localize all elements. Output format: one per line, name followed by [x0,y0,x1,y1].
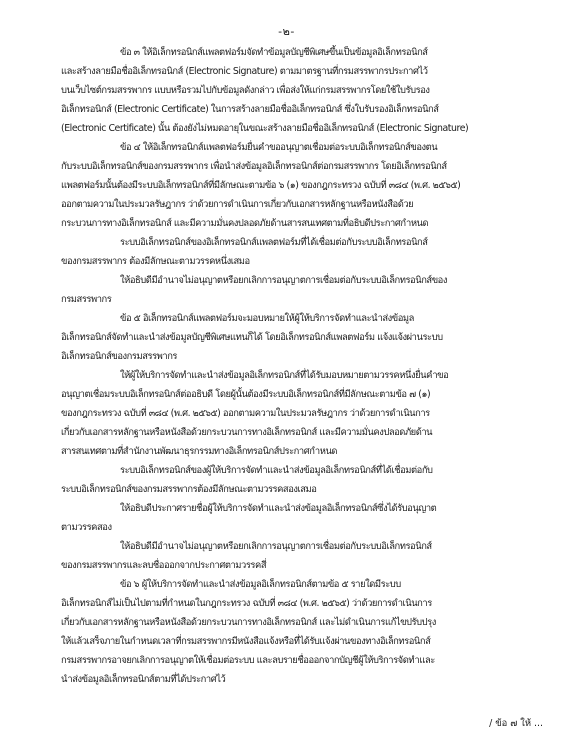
paragraph-line: ระบบอิเล็กทรอนิกส์ของอิเล็กทรอนิกส์แพลตฟอร์มที่ได้เชื่อมต่อกับระบบอิเล็กทรอนิกส์ [120,237,428,248]
paragraph-line: ของกรมสรรพากร ต้องมีลักษณะตามวรรคหนึ่งเสมอ [61,256,250,267]
paragraph-line: อนุญาตเชื่อมระบบอิเล็กทรอนิกส์ต่ออธิบดี โดยผู้นั้นต้องมีระบบอิเล็กทรอนิกส์ที่มีลักษณะตามข้อ ๗ (๑) [61,389,431,400]
paragraph-line: และสร้างลายมือชื่ออิเล็กทรอนิกส์ (Electronic Signature) ตามมาตรฐานที่กรมสรรพากรประกาศไว้ [61,66,428,77]
paragraph-line: ให้แล้วเสร็จภายในกำหนดเวลาที่กรมสรรพากรมีหนังสือแจ้งหรือที่ได้รับแจ้งผ่านของทางอิเล็กทรอนิกส์ [61,636,431,647]
paragraph-line: ตามวรรคสอง [61,522,112,533]
paragraph-line: อิเล็กทรอนิกส์จัดทำและนำส่งข้อมูลบัญชีพิเศษแทนก็ได้ โดยอิเล็กทรอนิกส์แพลตฟอร์ม แจ้งแจ้งผ่านระบบ [61,332,443,343]
paragraph-line: เกี่ยวกับเอกสารหลักฐานหรือหนังสือด้วยกระบวนการทางอิเล็กทรอนิกส์ และไม่ดำเนินการแก้ไขปรับปรุง [61,617,436,628]
paragraph-line: กรมสรรพากร [61,294,112,305]
paragraph-line: ข้อ ๕ อิเล็กทรอนิกส์แพลตฟอร์มจะมอบหมายให้ผู้ให้บริการจัดทำและนำส่งข้อมูล [120,313,414,324]
paragraph-line: ให้ผู้ให้บริการจัดทำและนำส่งข้อมูลอิเล็กทรอนิกส์ที่ได้รับมอบหมายตามวรรคหนึ่งยื่นคำขอ [120,370,449,381]
continuation-marker: / ข้อ ๗ ให้ ... [489,718,543,729]
paragraph-line: ของกฎกระทรวง ฉบับที่ ๓๘๔ (พ.ศ. ๒๕๖๕) ออกตามความในประมวลรัษฎากร ว่าด้วยการดำเนินการ [61,408,430,419]
paragraph-line: เกี่ยวกับเอกสารหลักฐานหรือหนังสือด้วยกระบวนการทางอิเล็กทรอนิกส์ และมีความมั่นคงปลอดภัยด้าน [61,427,433,438]
paragraph-line: อิเล็กทรอนิกส์ (Electronic Certificate) ในการสร้างลายมือชื่ออิเล็กทรอนิกส์ ซึ่งใบรับรองอิเล็กทรอนิกส์ [61,104,439,115]
paragraph-line: อิเล็กทรอนิกส์ของกรมสรรพากร [61,351,178,362]
paragraph-line: แพลตฟอร์มนั้นต้องมีระบบอิเล็กทรอนิกส์ที่มีลักษณะตามข้อ ๖ (๑) ของกฎกระทรวง ฉบับที่ ๓๘๔ (พ.ศ. ๒๕๖๕) [61,180,461,191]
paragraph-line: ระบบอิเล็กทรอนิกส์ของกรมสรรพากรต้องมีลักษณะตามวรรคสองเสมอ [61,484,317,495]
paragraph-line: ข้อ ๖ ผู้ให้บริการจัดทำและนำส่งข้อมูลอิเล็กทรอนิกส์ตามข้อ ๕ รายใดมีระบบ [120,579,401,590]
paragraph-line: บนเว็บไซต์กรมสรรพากร แบบหรือรวมไปกับข้อมูลดังกล่าว เพื่อส่งให้แก่กรมสรรพากรโดยใช้ใบรับรอง [61,85,430,96]
paragraph-line: กับระบบอิเล็กทรอนิกส์ของกรมสรรพากร เพื่อนำส่งข้อมูลอิเล็กทรอนิกส์ต่อกรมสรรพากร โดยอิเล็กทรอนิกส์ [61,161,447,172]
paragraph-line: นำส่งข้อมูลอิเล็กทรอนิกส์ตามที่ได้ประกาศไว้ [61,674,226,685]
paragraph-line: ของกรมสรรพากรและลบชื่อออกจากประกาศตามวรรคสี่ [61,560,267,571]
paragraph-line: อิเล็กทรอนิกส์ไม่เป็นไปตามที่กำหนดในกฎกระทรวง ฉบับที่ ๓๘๔ (พ.ศ. ๒๕๖๕) ว่าด้วยการดำเนินการ [61,598,432,609]
paragraph-line: ข้อ ๔ ให้อิเล็กทรอนิกส์แพลตฟอร์มยื่นคำขออนุญาตเชื่อมต่อระบบอิเล็กทรอนิกส์ของตน [120,142,438,153]
page-number: -๒- [278,25,295,38]
paragraph-line: กรมสรรพากรอาจยกเลิกการอนุญาตให้เชื่อมต่อระบบ และลบรายชื่อออกจากบัญชีผู้ให้บริการจัดทำและ [61,655,435,666]
paragraph-line: สารสนเทศตามที่สำนักงานพัฒนาธุรกรรมทางอิเล็กทรอนิกส์ประกาศกำหนด [61,446,338,457]
paragraph-line: ระบบอิเล็กทรอนิกส์ของผู้ให้บริการจัดทำและนำส่งข้อมูลอิเล็กทรอนิกส์ที่ได้เชื่อมต่อกับ [120,465,433,476]
paragraph-line: ให้อธิบดีมีอำนาจไม่อนุญาตหรือยกเลิกการอนุญาตการเชื่อมต่อกับระบบอิเล็กทรอนิกส์ของ [120,275,447,286]
paragraph-line: กระบวนการทางอิเล็กทรอนิกส์ และมีความมั่นคงปลอดภัยด้านสารสนเทศตามที่อธิบดีประกาศกำหนด [61,218,429,229]
paragraph-line: ให้อธิบดีประกาศรายชื่อผู้ให้บริการจัดทำและนำส่งข้อมูลอิเล็กทรอนิกส์ซึ่งได้รับอนุญาต [120,503,437,514]
paragraph-line: ให้อธิบดีมีอำนาจไม่อนุญาตหรือยกเลิกการอนุญาตการเชื่อมต่อกับระบบอิเล็กทรอนิกส์ [120,541,432,552]
paragraph-line: (Electronic Certificate) นั้น ต้องยังไม่หมดอายุในขณะสร้างลายมือชื่ออิเล็กทรอนิกส์ (Electronic Signature) [61,123,469,134]
paragraph-line: ออกตามความในประมวลรัษฎากร ว่าด้วยการดำเนินการเกี่ยวกับเอกสารหลักฐานหรือหนังสือด้วย [61,199,414,210]
paragraph-line: ข้อ ๓ ให้อิเล็กทรอนิกส์แพลตฟอร์มจัดทำข้อมูลบัญชีพิเศษขึ้นเป็นข้อมูลอิเล็กทรอนิกส์ [120,47,428,58]
